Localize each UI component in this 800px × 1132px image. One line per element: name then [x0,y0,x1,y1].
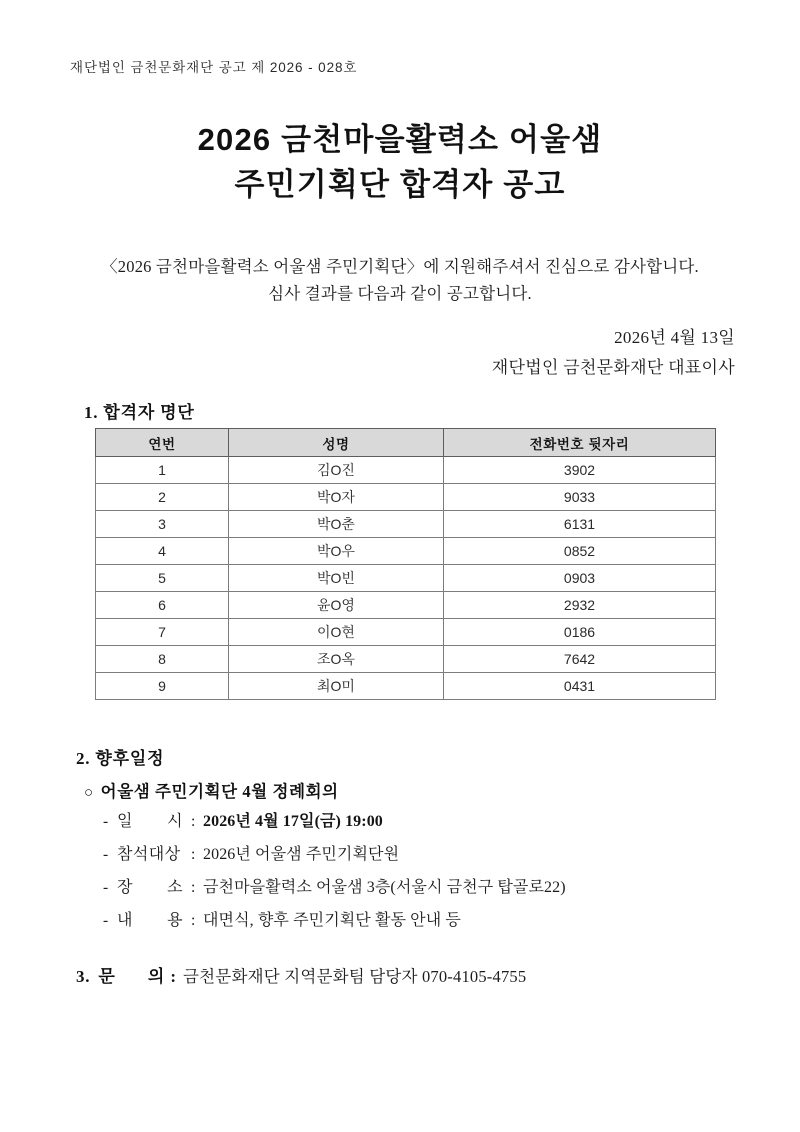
section-3-contact [76,962,526,987]
cell-phone: 0431 [444,673,716,700]
page-title [0,118,800,208]
cell-name: 김O진 [229,457,444,484]
detail-label: 일 시 [117,813,183,830]
table-header [96,429,716,457]
colon-mark: : [191,846,196,863]
cell-number: 9 [96,673,229,700]
section-2-heading: 2. 향후일정 [76,749,165,768]
colon-mark: : [191,912,196,929]
cell-name: 최O미 [229,673,444,700]
cell-phone: 0852 [444,538,716,565]
table-row [96,538,716,565]
cell-name: 박O자 [229,484,444,511]
table-row [96,592,716,619]
announcement-date: 2026년 4월 13일 [614,328,735,347]
table-row [96,484,716,511]
cell-name: 박O춘 [229,511,444,538]
cell-phone: 9033 [444,484,716,511]
colon-mark: : [191,879,196,896]
contact-label: 문 의 [98,967,165,986]
detail-row-location [103,874,763,907]
schedule-bullet [84,778,339,802]
intro-line-2: 심사 결과를 다음과 같이 공고합니다. [268,284,532,304]
contact-value: 금천문화재단 지역문화팀 담당자 070-4105-4755 [183,967,527,986]
section-1-heading: 1. 합격자 명단 [84,403,195,422]
title-line-2: 주민기획단 합격자 공고 [234,166,566,202]
table-row [96,646,716,673]
cell-name: 박O빈 [229,565,444,592]
cell-number: 4 [96,538,229,565]
circle-bullet-icon: ○ [84,785,94,801]
colon-mark: : [170,967,177,986]
table-header-row [96,429,716,457]
cell-phone: 0186 [444,619,716,646]
table-row [96,457,716,484]
cell-number: 7 [96,619,229,646]
detail-row-datetime [103,808,763,841]
cell-name: 이O현 [229,619,444,646]
detail-row-content [103,907,763,940]
cell-phone: 7642 [444,646,716,673]
dash-mark: - [103,813,109,830]
issuer-name: 재단법인 금천문화재단 대표이사 [491,357,735,377]
dash-mark: - [103,879,109,896]
detail-row-attendees [103,841,763,874]
detail-label: 장 소 [117,879,183,896]
colon-mark: : [191,813,196,830]
table-row [96,619,716,646]
schedule-bullet-label: 어울샘 주민기획단 4월 정례회의 [100,782,339,801]
cell-phone: 0903 [444,565,716,592]
title-line-1: 2026 금천마을활력소 어울샘 [197,122,603,157]
table-body [96,457,716,700]
table-row [96,511,716,538]
cell-number: 3 [96,511,229,538]
cell-name: 박O우 [229,538,444,565]
cell-number: 1 [96,457,229,484]
column-header-name: 성명 [229,429,444,457]
signature-block [492,323,735,383]
document-number: 재단법인 금천문화재단 공고 제 2026 - 028호 [70,60,358,75]
passed-applicants-table [95,428,716,700]
cell-number: 8 [96,646,229,673]
section-3-number: 3. [76,967,91,986]
column-header-phone: 전화번호 뒷자리 [444,429,716,457]
cell-number: 2 [96,484,229,511]
table-row [96,673,716,700]
table-row [96,565,716,592]
dash-mark: - [103,846,109,863]
detail-label: 내 용 [117,912,183,929]
column-header-number: 연번 [96,429,229,457]
detail-value: 2026년 4월 17일(금) 19:00 [203,813,383,830]
detail-label: 참석대상 [117,846,181,863]
cell-name: 조O옥 [229,646,444,673]
cell-phone: 3902 [444,457,716,484]
cell-number: 5 [96,565,229,592]
intro-paragraph [0,253,800,307]
intro-line-1: 〈2026 금천마을활력소 어울샘 주민기획단〉에 지원해주셔서 진심으로 감사합니다. [101,257,699,276]
dash-mark: - [103,912,109,929]
detail-value: 대면식, 향후 주민기획단 활동 안내 등 [203,912,461,929]
cell-phone: 2932 [444,592,716,619]
detail-value: 2026년 어울샘 주민기획단원 [203,846,400,863]
schedule-detail-list [103,808,763,940]
detail-value: 금천마을활력소 어울샘 3층(서울시 금천구 탑골로22) [203,879,566,896]
cell-name: 윤O영 [229,592,444,619]
cell-phone: 6131 [444,511,716,538]
cell-number: 6 [96,592,229,619]
